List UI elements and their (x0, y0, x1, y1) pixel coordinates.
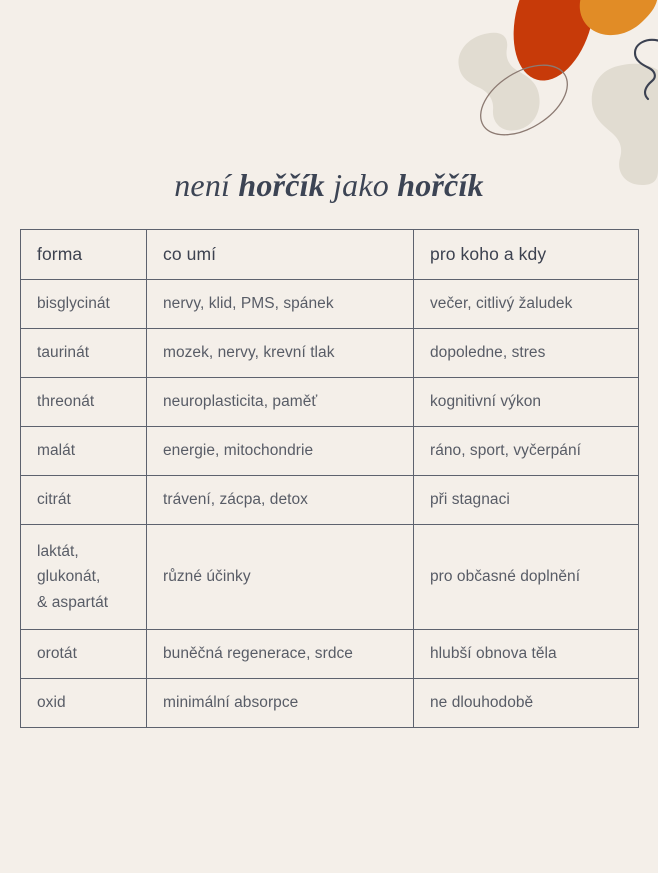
magnesium-forms-table (20, 229, 639, 728)
table-row (21, 378, 639, 427)
cell-forma: orotát (21, 630, 147, 679)
table-body (21, 280, 639, 728)
column-header-forma: forma (21, 230, 147, 280)
cell-forma-line: glukonát, (37, 568, 101, 586)
table-header (21, 230, 639, 280)
page-title-container (0, 146, 658, 226)
cell-pro-koho: pro občasné doplnění (414, 525, 639, 630)
cell-forma: malát (21, 427, 147, 476)
cell-forma: oxid (21, 679, 147, 728)
table-row (21, 630, 639, 679)
cell-forma (21, 525, 147, 630)
orange-blob-icon (580, 0, 658, 35)
cell-forma-line: laktát, (37, 543, 79, 561)
cell-forma: taurinát (21, 329, 147, 378)
cell-pro-koho: dopoledne, stres (414, 329, 639, 378)
outline-ellipse-icon (468, 51, 579, 149)
cell-co-umi: minimální absorpce (147, 679, 414, 728)
cell-co-umi: neuroplasticita, paměť (147, 378, 414, 427)
title-word-2: hořčík (238, 167, 325, 204)
navy-squiggle-icon (635, 40, 658, 99)
cell-forma: citrát (21, 476, 147, 525)
table-row (21, 329, 639, 378)
cell-co-umi: trávení, zácpa, detox (147, 476, 414, 525)
red-oval-blob-icon (500, 0, 607, 90)
cell-forma-line: & aspartát (37, 593, 109, 611)
beige-peanut-blob-icon (458, 33, 539, 131)
table-header-row (21, 230, 639, 280)
table-row (21, 679, 639, 728)
table-row (21, 476, 639, 525)
table-row (21, 427, 639, 476)
cell-pro-koho: ráno, sport, vyčerpání (414, 427, 639, 476)
cell-co-umi: mozek, nervy, krevní tlak (147, 329, 414, 378)
cell-co-umi: energie, mitochondrie (147, 427, 414, 476)
cell-forma: threonát (21, 378, 147, 427)
column-header-co-umi: co umí (147, 230, 414, 280)
page-title (174, 167, 484, 204)
title-word-1: není (174, 167, 231, 204)
cell-pro-koho: při stagnaci (414, 476, 639, 525)
table-row (21, 280, 639, 329)
title-word-4: hořčík (397, 167, 484, 204)
title-word-3: jako (333, 167, 389, 204)
cell-pro-koho: kognitivní výkon (414, 378, 639, 427)
cell-pro-koho: ne dlouhodobě (414, 679, 639, 728)
cell-pro-koho: večer, citlivý žaludek (414, 280, 639, 329)
column-header-pro-koho-a-kdy: pro koho a kdy (414, 230, 639, 280)
cell-co-umi: nervy, klid, PMS, spánek (147, 280, 414, 329)
table-row (21, 525, 639, 630)
magnesium-forms-table-container (20, 229, 638, 728)
cell-co-umi: různé účinky (147, 525, 414, 630)
cell-pro-koho: hlubší obnova těla (414, 630, 639, 679)
cell-co-umi: buněčná regenerace, srdce (147, 630, 414, 679)
cell-forma: bisglycinát (21, 280, 147, 329)
